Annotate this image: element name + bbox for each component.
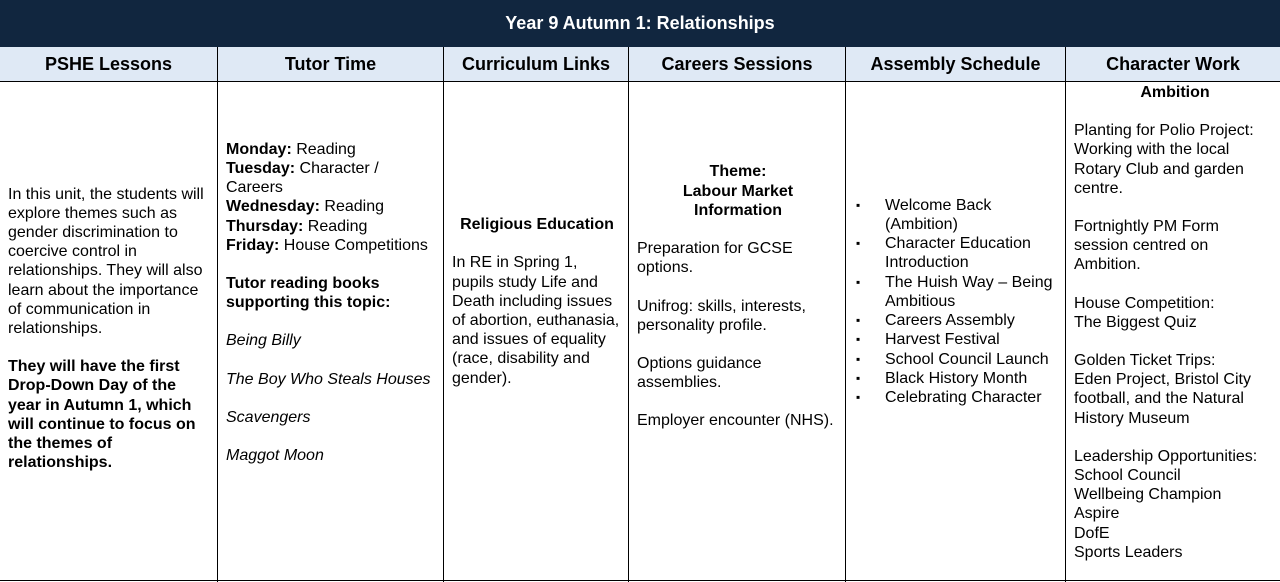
careers-item: Options guidance assemblies. (637, 354, 762, 392)
house-competition-text: The Biggest Quiz (1074, 313, 1197, 331)
header-pshe-lessons: PSHE Lessons (44, 54, 173, 74)
curriculum-text: In RE in Spring 1, pupils study Life and Death including issues of abortion, euthanasia, and issues of equality (race, disability and gender). (452, 254, 620, 387)
polio-text: Working with the local Rotary Club and garden centre. (1074, 141, 1244, 197)
header-careers-sessions: Careers Sessions (661, 54, 813, 74)
list-item: ▪ The Huish Way – Being Ambitious (856, 273, 1053, 310)
careers-theme-label: Theme: (709, 163, 767, 181)
header-character-work: Character Work (1106, 54, 1240, 74)
assembly-list (856, 196, 1061, 407)
curriculum-heading: Religious Education (460, 216, 614, 234)
leadership-item: Wellbeing Champion (1074, 486, 1222, 504)
list-item: ▪ Character Education Introduction (856, 235, 1031, 272)
assembly-schedule-cell (846, 83, 1065, 580)
table-header-row (0, 47, 1280, 82)
careers-sessions-cell (629, 83, 845, 580)
careers-item: Preparation for GCSE options. (637, 240, 793, 277)
pm-form-text: Fortnightly PM Form session centred on Ambition. (1074, 218, 1219, 274)
book-title: The Boy Who Steals Houses (226, 370, 431, 388)
tutor-day-thursday: Thursday: Reading (226, 217, 368, 235)
tutor-day-tuesday: Tuesday: Character / Careers (226, 159, 379, 197)
leadership-item: Sports Leaders (1074, 543, 1183, 561)
overview-table (0, 47, 1280, 582)
golden-ticket-text: Eden Project, Bristol City football, and the Natural History Museum (1074, 371, 1251, 427)
house-competition-title: House Competition: (1074, 294, 1215, 312)
polio-title: Planting for Polio Project: (1074, 122, 1254, 140)
list-item: ▪ Black History Month (856, 369, 1028, 387)
header-assembly-schedule: Assembly Schedule (870, 54, 1041, 74)
tutor-books-heading: Tutor reading books supporting this topic: (226, 275, 391, 312)
list-item: ▪ Careers Assembly (856, 312, 1015, 330)
careers-theme-title: Labour Market Information (682, 182, 794, 219)
book-title: Scavengers (226, 408, 311, 426)
tutor-day-wednesday: Wednesday: Reading (226, 198, 384, 216)
table-bottom-border (0, 580, 1280, 581)
header-curriculum-links: Curriculum Links (461, 54, 611, 74)
page-title: Year 9 Autumn 1: Relationships (0, 0, 1280, 47)
pshe-drop-down-day: They will have the first Drop-Down Day of the year in Autumn 1, which will continue to focus on the themes of relationships. (8, 358, 196, 472)
careers-item: Employer encounter (NHS). (637, 412, 834, 430)
tutor-schedule (226, 140, 437, 255)
curriculum-links-cell (444, 83, 628, 580)
list-item: ▪ School Council Launch (856, 350, 1049, 368)
leadership-item: Aspire (1074, 505, 1120, 523)
pshe-cell (0, 83, 217, 580)
golden-ticket-title: Golden Ticket Trips: (1074, 352, 1216, 370)
book-title: Being Billy (226, 332, 301, 350)
list-item: ▪ Celebrating Character (856, 388, 1042, 406)
careers-item: Unifrog: skills, interests, personality profile. (637, 297, 806, 334)
list-item: ▪ Harvest Festival (856, 331, 1000, 349)
character-work-cell (1066, 83, 1280, 580)
tutor-time-cell (218, 83, 443, 580)
leadership-title: Leadership Opportunities: (1074, 447, 1258, 465)
header-tutor-time: Tutor Time (284, 54, 377, 74)
tutor-day-friday: Friday: House Competitions (226, 236, 428, 254)
leadership-item: DofE (1074, 524, 1110, 542)
leadership-item: School Council (1074, 467, 1181, 485)
pshe-intro: In this unit, the students will explore themes such as gender discrimination to coercive control in relationships. They will also learn about the importance of communication in relationships. (8, 185, 204, 337)
tutor-day-monday: Monday: Reading (226, 140, 356, 158)
character-heading: Ambition (1140, 84, 1210, 101)
list-item: ▪ Welcome Back (Ambition) (856, 196, 992, 234)
book-title: Maggot Moon (226, 447, 324, 465)
